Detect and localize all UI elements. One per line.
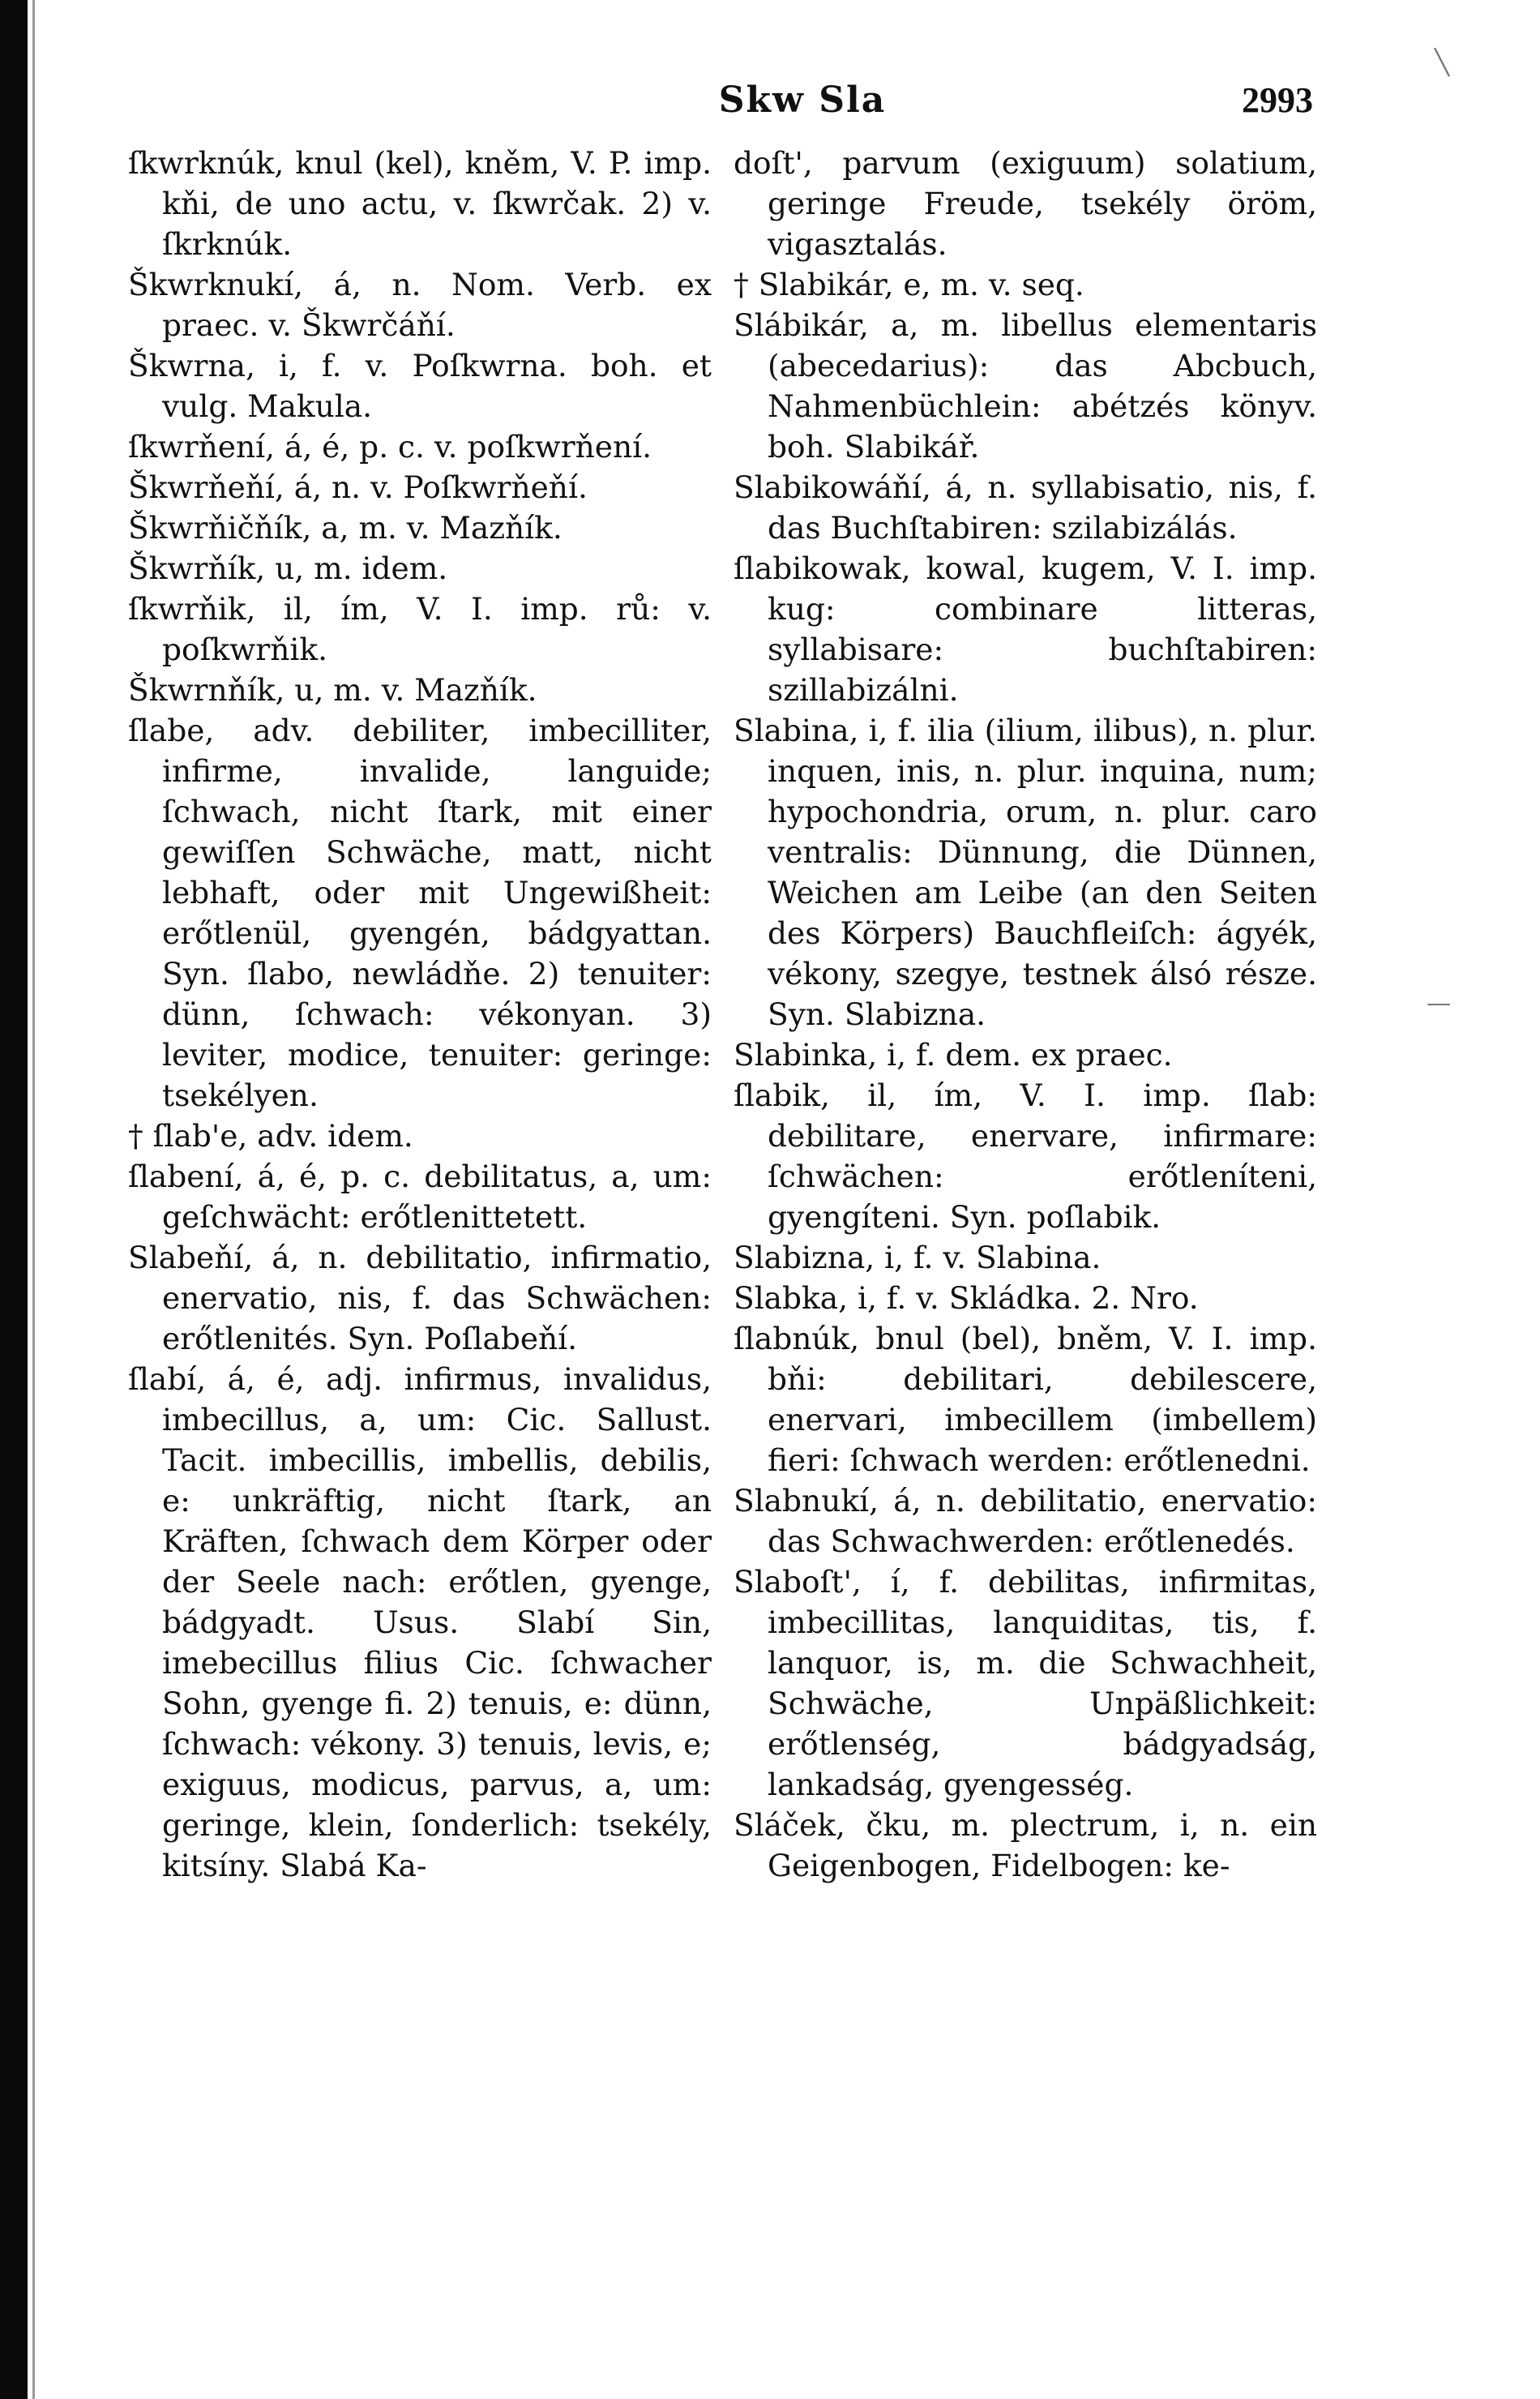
margin-mark: ╲ [1435,49,1450,77]
dictionary-entry: † ſlab'e, adv. idem. [128,1118,413,1154]
dictionary-entry: Škwrna, i, f. v. Poſkwrna. boh. et vulg. Makula. [128,348,712,424]
dictionary-entry: Slabka, i, f. v. Skládka. 2. Nro. [734,1280,1199,1316]
dictionary-entry: Sláček, čku, m. plectrum, i, n. ein Geigenbogen, Fidelbogen: ke- [734,1807,1317,1883]
left-column [128,143,712,1886]
dictionary-entry: Slabeňí, á, n. debilitatio, infirmatio, enervatio, nis, f. das Schwächen: erőtlenités. Syn. Poſlabeňí. [128,1240,712,1356]
dictionary-entry: ſlabik, il, ím, V. I. imp. ſlab: debilitare, enervare, infirmare: ſchwächen: erőtleníteni, gyengíteni. Syn. poſlabik. [734,1077,1317,1235]
dictionary-entry: Slabikowáňí, á, n. syllabisatio, nis, f. das Buchſtabiren: szilabizálás. [734,469,1317,546]
dictionary-entry: Slaboſt', í, f. debilitas, infirmitas, imbecillitas, lanquiditas, tis, f. lanquor, is, m. die Schwachheit, Schwäche, Unpäßlichkeit: erőtlenség, bádgyadság, lankadság, gyengesség. [734,1564,1317,1802]
dictionary-entry: Škwrňeňí, á, n. v. Poſkwrňeňí. [128,469,588,505]
dictionary-entry: ſkwrňik, il, ím, V. I. imp. rů: v. poſkwrňik. [128,591,712,667]
dictionary-entry: Slabizna, i, f. v. Slabina. [734,1240,1102,1275]
dictionary-entry: ſlabe, adv. debiliter, imbecilliter, infirme, invalide, languide; ſchwach, nicht ſtark, mit einer gewiſſen Schwäche, matt, nicht lebhaft, oder mit Ungewißheit: erőtlenül, gyengén, bádgyattan. Syn. ſlabo, newládňe. 2) tenuiter: dünn, ſchwach: vékonyan. 3) leviter, modice, tenuiter: geringe: tsekélyen. [128,713,712,1113]
page-number: 2993 [1242,80,1313,120]
scan-left-border [0,0,28,2399]
dictionary-entry: doſt', parvum (exiguum) solatium, geringe Freude, tsekély öröm, vigasztalás. [734,145,1317,262]
dictionary-entry: Slabnukí, á, n. debilitatio, enervatio: das Schwachwerden: erőtlenedés. [734,1483,1317,1559]
dictionary-entry: Škwrňík, u, m. idem. [128,550,448,586]
dictionary-entry: † Slabikár, e, m. v. seq. [734,267,1084,302]
dictionary-entry: ſlabnúk, bnul (bel), bněm, V. I. imp. bňi: debilitari, debilescere, enervari, imbecillem (imbellem) fieri: ſchwach werden: erőtlenedni. [734,1321,1317,1478]
dictionary-entry: ſlabí, á, é, adj. infirmus, invalidus, imbecillus, a, um: Cic. Sallust. Tacit. imbecillis, imbellis, debilis, e: unkräftig, nicht ſtark, an Kräften, ſchwach dem Körper oder der Seele nach: erőtlen, gyenge, bádgyadt. Usus. Slabí Sin, imebecillus filius Cic. ſchwacher Sohn, gyenge fi. 2) tenuis, e: dünn, ſchwach: vékony. 3) tenuis, levis, e; exiguus, modicus, parvus, a, um: geringe, klein, ſonderlich: tsekély, kitsíny. Slabá Ka- [128,1361,712,1883]
dictionary-entry: Slabinka, i, f. dem. ex praec. [734,1037,1173,1073]
running-head: Skw Sla [718,79,887,121]
dictionary-entry: ſlabikowak, kowal, kugem, V. I. imp. kug: combinare litteras, syllabisare: buchſtabiren: szillabizálni. [734,550,1317,708]
dictionary-entry: Slábikár, a, m. libellus elementaris (abecedarius): das Abcbuch, Nahmenbüchlein: abétzés könyv. boh. Slabikář. [734,307,1317,465]
dictionary-entry: Slabina, i, f. ilia (ilium, ilibus), n. plur. inquen, inis, n. plur. inquina, num; hypochondria, orum, n. plur. caro ventralis: Dünnung, die Dünnen, Weichen am Leibe (an den Seiten des Körpers) Bauchfleiſch: ágyék, vékony, szegye, testnek álsó része. Syn. Slabizna. [734,713,1317,1032]
right-column [734,143,1317,1886]
dictionary-entry: ſkwrknúk, knul (kel), kněm, V. P. imp. kňi, de uno actu, v. ſkwrčak. 2) v. ſkrknúk. [128,145,712,262]
dictionary-entry: Škwrnňík, u, m. v. Mazňík. [128,672,537,708]
dictionary-entry: Škwrňičňík, a, m. v. Mazňík. [128,510,563,546]
scan-border-line [32,0,35,2399]
dictionary-entry: ſlabení, á, é, p. c. debilitatus, a, um: geſchwächt: erőtlenittetett. [128,1159,712,1235]
page-header [122,79,1313,128]
dictionary-entry: ſkwrňení, á, é, p. c. v. poſkwrňení. [128,429,652,465]
dictionary-entry: Škwrknukí, á, n. Nom. Verb. ex praec. v. Škwrčáňí. [128,267,712,343]
margin-mark: — [1427,989,1451,1017]
